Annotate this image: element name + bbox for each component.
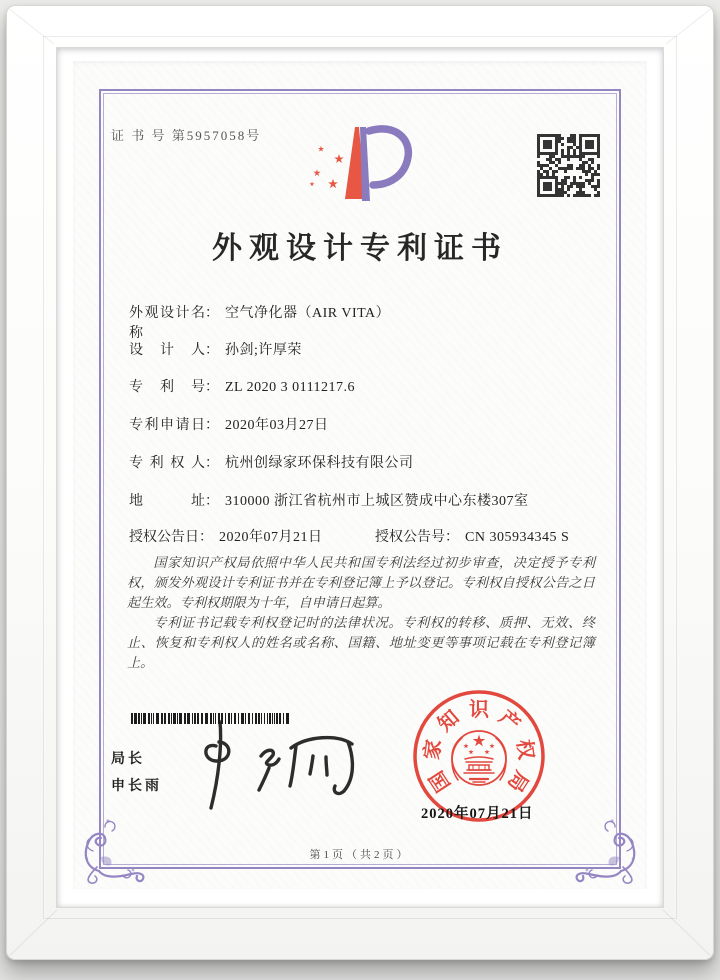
frame-miter-bottom-left — [9, 909, 57, 956]
page-indicator: 第1页（共2页） — [309, 849, 411, 861]
field-colon: ： — [205, 456, 219, 471]
field-colon: ： — [205, 306, 219, 321]
field-colon: ： — [205, 380, 219, 395]
signature — [189, 716, 379, 816]
field-colon: ： — [205, 494, 219, 509]
corner-flourish-icon — [569, 797, 645, 885]
svg-text:识: 识 — [469, 699, 489, 721]
field-label: 专利申请日 — [129, 418, 205, 433]
cnipa-logo-icon — [299, 113, 429, 225]
svg-text:知: 知 — [434, 706, 464, 737]
field-colon: ： — [205, 418, 219, 433]
svg-text:国: 国 — [425, 766, 456, 796]
field-label: 地址 — [129, 494, 205, 509]
seal-date: 2020年07月21日 — [421, 806, 534, 822]
field-filing-date — [129, 414, 607, 432]
legal-text — [127, 553, 595, 673]
field-label: 设计人 — [129, 343, 205, 358]
field-value: 2020年07月21日 — [219, 530, 323, 545]
certificate-number: 证 书 号 第5957058号 — [111, 128, 262, 143]
field-colon: ： — [205, 343, 219, 358]
field-designer — [129, 339, 607, 357]
field-grant-row — [129, 526, 607, 544]
corner-flourish-icon — [75, 797, 151, 885]
certificate-title: 外观设计专利证书 — [212, 232, 508, 265]
emblem-stars — [463, 735, 494, 755]
logo-stars — [310, 146, 344, 188]
frame-miter-top-left — [9, 9, 54, 44]
field-value: 2020年03月27日 — [225, 418, 329, 433]
field-label: 授权公告号 — [375, 530, 445, 545]
field-value: 310000 浙江省杭州市上城区赞成中心东楼307室 — [225, 494, 529, 509]
national-emblem-icon — [452, 731, 506, 785]
legal-paragraph: 专利证书记载专利权登记时的法律状况。专利权的转移、质押、无效、终止、恢复和专利权人的姓名或名称、国籍、地址变更等事项记载在专利登记簿上。 — [127, 615, 595, 670]
signer-title: 局长 — [111, 750, 145, 766]
field-colon: ： — [445, 530, 459, 545]
field-patent-number — [129, 376, 607, 394]
svg-text:产: 产 — [494, 706, 524, 737]
field-grant-number — [375, 526, 569, 546]
field-address — [129, 490, 607, 508]
svg-text:家: 家 — [421, 738, 446, 762]
frame-miter-top-right — [666, 9, 711, 44]
svg-text:局: 局 — [502, 766, 533, 796]
seal-ring-text — [419, 698, 539, 796]
svg-text:权: 权 — [512, 738, 537, 762]
frame-miter-bottom-right — [663, 909, 711, 956]
field-value: ZL 2020 3 0111217.6 — [225, 380, 356, 395]
qr-code — [537, 134, 600, 197]
field-colon: ： — [199, 530, 213, 545]
field-value: CN 305934345 S — [465, 530, 570, 545]
certificate-page — [73, 61, 647, 889]
field-label: 外观设计名称 — [129, 306, 205, 341]
legal-paragraph: 国家知识产权局依照中华人民共和国专利法经过初步审查，决定授予专利权，颁发外观设计专利证书并在专利登记簿上予以登记。专利权自授权公告之日起生效。专利权期限为十年，自申请日起算。 — [127, 555, 595, 610]
field-label: 专利号 — [129, 380, 205, 395]
field-value: 杭州创绿家环保科技有限公司 — [225, 456, 414, 471]
field-patentee — [129, 452, 607, 470]
signer-name: 申长雨 — [111, 777, 162, 793]
field-value: 孙剑;许厚荣 — [225, 343, 302, 358]
field-value: 空气净化器（AIR VITA） — [225, 306, 391, 321]
field-label: 授权公告日 — [129, 530, 199, 545]
field-label: 专利权人 — [129, 456, 205, 471]
field-design-name — [129, 302, 607, 341]
picture-frame — [6, 5, 714, 960]
